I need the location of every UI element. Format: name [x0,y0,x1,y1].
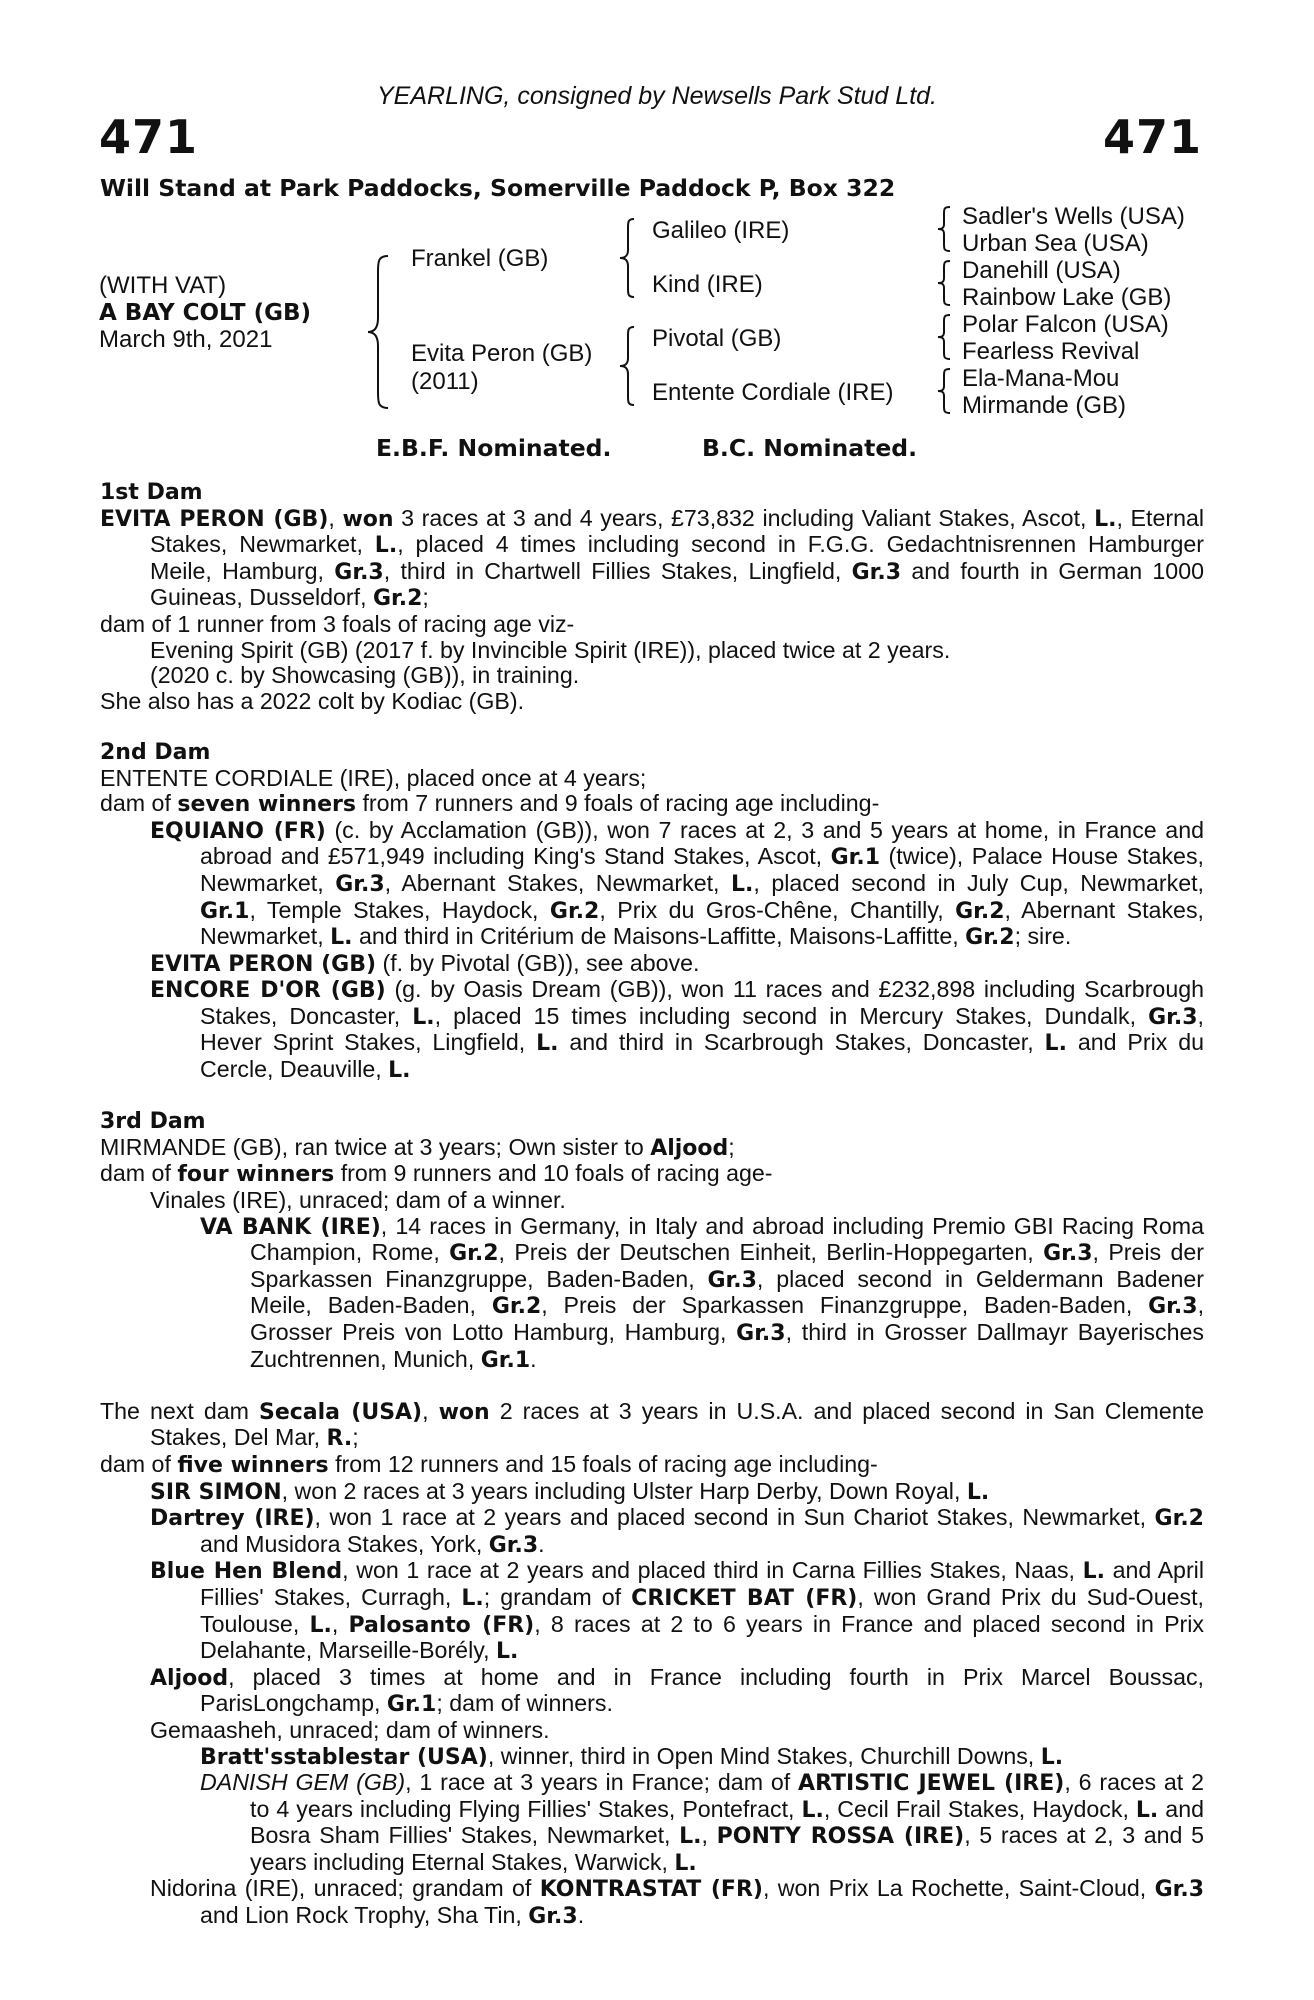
g-ela-mana-mou: Ela-Mana-Mou [962,365,1120,392]
grade: Gr.1 [200,898,250,924]
grade: Gr.3 [488,1532,539,1558]
text: from 12 runners and 15 foals of racing age including- [328,1450,878,1477]
second-dam-heading: 2nd Dam [100,739,211,765]
text: (f. by Pivotal (GB)), see above. [376,949,700,976]
text: ; [422,584,429,611]
grade: Gr.1 [480,1347,531,1373]
text: , [701,1822,717,1849]
produce-danish-gem [100,1770,1204,1876]
horse-name: ENCORE D'OR (GB) [150,978,386,1004]
bc-nomination: B.C. Nominated. [702,434,918,462]
text: MIRMANDE (GB), ran twice at 3 years; Own sister to [100,1133,651,1160]
grade: Gr.2 [965,925,1015,951]
next-dam-section [100,1399,1204,1930]
text: , won Prix La Rochette, Saint-Cloud, [762,1875,1155,1902]
text: , won 1 race at 2 years and placed second in Sun Chariot Stakes, Newmarket, [314,1504,1155,1531]
text: , 6 races at 2 to 4 years including Flying Fillies' Stakes, Pontefract, [250,1769,1204,1822]
brace-g2 [936,258,956,308]
text: ; [352,1424,359,1451]
horse-name: Secala (USA) [258,1399,423,1425]
winners-count: five winners [177,1452,329,1478]
horse-name: Palosanto (FR) [348,1612,535,1638]
text: and third in Scarbrough Stakes, Doncaster, [558,1029,1045,1056]
g-mirmande: Mirmande (GB) [962,392,1127,419]
text: and Lion Rock Trophy, Sha Tin, [200,1902,529,1929]
lot-number-right: 471 [1102,110,1202,164]
produce-2022-colt: She also has a 2022 colt by Kodiac (GB). [100,687,525,714]
grade: Gr.3 [1148,1004,1198,1030]
sire: Frankel (GB) [411,245,549,272]
text: and Bosra Sham Fillies' Stakes, Newmarket, [250,1795,1204,1849]
produce-equiano [100,818,1204,951]
grade: Gr.2 [372,586,423,612]
text: The next dam [100,1397,259,1424]
text: and Musidora Stakes, York, [200,1530,489,1557]
text: , 1 race at 3 years in France; dam of [405,1769,799,1796]
produce-dartrey [100,1505,1204,1558]
horse-name: CRICKET BAT (FR) [631,1585,858,1611]
won-label: won [438,1399,490,1425]
grade: L. [495,1639,519,1665]
text: and April Fillies' Stakes, Curragh, [200,1557,1204,1610]
grade: Gr.3 [1154,1877,1204,1903]
brace-g3 [936,312,956,362]
text: , won 1 race at 2 years and placed third in Carna Fillies Stakes, Naas, [342,1557,1083,1584]
horse-name: Blue Hen Blend [150,1559,343,1585]
text: , won 2 races at 3 years including Ulster Harp Derby, Down Royal, [281,1477,967,1504]
text: , Cecil Frail Stakes, Haydock, [823,1795,1136,1822]
lot-number-left: 471 [99,110,199,164]
grade: Gr.2 [491,1294,542,1320]
produce-va-bank [100,1214,1204,1374]
horse-name: Aljood [150,1665,229,1691]
produce-sir-simon [100,1479,1204,1506]
grade: L. [731,871,754,897]
text: dam of [100,790,178,817]
text: , placed second in July Cup, Newmarket, [753,869,1204,896]
grade: Gr.2 [1154,1506,1204,1532]
second-dam-produce-summary [100,791,1204,818]
text: , [331,1610,349,1637]
grade: Gr.3 [335,871,385,897]
produce-aljood [100,1665,1204,1718]
text: , 5 races at 2, 3 and 5 years including Eternal Stakes, Warwick, [250,1822,1204,1875]
text: ; [728,1133,735,1160]
brace-g1 [936,204,956,254]
text: , placed 15 times including second in Mercury Stakes, Dundalk, [434,1002,1149,1029]
horse-name: VA BANK (IRE) [200,1214,381,1240]
g-danehill: Danehill (USA) [962,257,1121,284]
brace-sire-parents [618,216,640,300]
text: dam of [100,1450,178,1477]
grade: L. [388,1058,411,1084]
produce-nidorina [100,1876,1204,1929]
stand-location: Will Stand at Park Paddocks, Somerville Paddock P, Box 322 [100,174,896,202]
grade: L. [1044,1031,1067,1057]
grade: L. [801,1797,824,1823]
brace-sire-dam [366,252,396,412]
text: , [422,1397,439,1424]
text: Nidorina (IRE), unraced; grandam of [150,1875,540,1902]
produce-vinales: Vinales (IRE), unraced; dam of a winner. [150,1187,566,1214]
text: ; sire. [1014,923,1072,950]
third-dam-heading: 3rd Dam [100,1109,206,1135]
text: (twice), Palace House Stakes, Newmarket, [200,843,1204,896]
text: , won Grand Prix du Sud-Ouest, Toulouse, [200,1583,1204,1637]
first-dam-section [100,480,1204,714]
sire-dam: Kind (IRE) [652,271,763,298]
grade: L. [1135,1797,1159,1823]
text: , Abernant Stakes, Newmarket, [200,896,1204,950]
g-sadlers-wells: Sadler's Wells (USA) [962,203,1185,230]
text: , [328,504,343,531]
text: 3 races at 3 and 4 years, £73,832 including Valiant Stakes, Ascot, [393,504,1095,531]
text: , Grosser Preis von Lotto Hamburg, Hamburg, [250,1292,1205,1345]
grade: L. [1082,1559,1105,1585]
text: dam of [100,1160,178,1187]
grade: Gr.3 [334,559,384,585]
text: . [577,1902,585,1929]
g-fearless-revival: Fearless Revival [962,338,1140,365]
grade: L. [1094,506,1117,532]
grade: R. [326,1426,353,1452]
text: . [530,1345,537,1372]
horse-name: PONTY ROSSA (IRE) [716,1824,965,1850]
first-dam-heading: 1st Dam [100,480,203,505]
dam-name: EVITA PERON (GB) [100,506,329,532]
horse-name: EQUIANO (FR) [150,818,326,844]
text: , Preis der Sparkassen Finanzgruppe, Baden-Baden, [250,1239,1204,1292]
text: and third in Critérium de Maisons-Laffitte, Maisons-Laffitte, [352,923,966,950]
winners-count: four winners [177,1162,335,1188]
g-polar-falcon: Polar Falcon (USA) [962,311,1169,338]
g-rainbow-lake: Rainbow Lake (GB) [962,284,1172,311]
produce-brattsstablestar [100,1744,1204,1771]
third-dam-record [100,1135,1204,1162]
text: , Prix du Gros-Chêne, Chantilly, [599,896,956,923]
text: , Preis der Deutschen Einheit, Berlin-Hoppegarten, [498,1239,1044,1266]
text: ; dam of winners. [436,1690,613,1717]
text: and fourth in German 1000 Guineas, Dusseldorf, [150,557,1204,611]
grade: L. [461,1585,484,1611]
dam-sire: Pivotal (GB) [652,325,782,352]
text: , Hever Sprint Stakes, Lingfield, [200,1002,1204,1056]
text: . [538,1530,545,1557]
produce-evita-peron [100,951,1204,978]
grade: L. [330,925,353,951]
dam: Evita Peron (GB) [411,340,593,367]
text: , 8 races at 2 to 6 years in France and placed second in Prix Delahante, Marseille-Borély, [200,1610,1204,1664]
brace-g4 [936,366,956,416]
won-label: won [342,506,394,532]
grade: Gr.3 [707,1267,757,1293]
text: , third in Chartwell Fillies Stakes, Lingfield, [383,557,852,584]
text: , Temple Stakes, Haydock, [249,896,550,923]
text: from 7 runners and 9 foals of racing age including- [356,790,880,817]
grade: L. [412,1004,435,1030]
horse-name: SIR SIMON [150,1479,282,1505]
grade: L. [536,1031,559,1057]
consignment-line: YEARLING, consigned by Newsells Park Stud Ltd. [377,82,937,110]
horse-name: EVITA PERON (GB) [150,951,377,977]
text: (g. by Oasis Dream (GB)), won 11 races and £232,898 including Scarbrough Stakes, Doncaster, [200,976,1205,1029]
grade: Gr.1 [386,1692,437,1718]
text: , third in Grosser Dallmayr Bayerisches Zuchtrennen, Munich, [250,1319,1204,1372]
grade: L. [966,1479,990,1505]
second-dam-section [100,740,1204,1084]
ebf-nomination: E.B.F. Nominated. [376,434,612,462]
grade: Gr.3 [528,1904,578,1930]
text: , 14 races in Germany, in Italy and abroad including Premio GBI Racing Roma Champion, Rome, [250,1212,1204,1266]
first-dam-produce-summary: dam of 1 runner from 3 foals of racing age viz- [100,610,575,637]
catalogue-body [100,480,1204,1930]
text: , Preis der Sparkassen Finanzgruppe, Baden-Baden, [541,1292,1149,1319]
foaling-date: March 9th, 2021 [99,326,273,353]
text: , Eternal Stakes, Newmarket, [150,504,1205,558]
horse-name: Dartrey (IRE) [150,1506,315,1532]
text: , winner, third in Open Mind Stakes, Churchill Downs, [487,1742,1041,1769]
produce-encore-dor [100,977,1204,1083]
horse-name: A BAY COLT (GB) [99,300,312,326]
produce-blue-hen-blend [100,1558,1204,1664]
grade: L. [674,1850,697,1876]
produce-2020-colt: (2020 c. by Showcasing (GB)), in training. [150,662,580,689]
text: , placed 4 times including second in F.G.G. Gedachtnisrennen Hamburger Meile, Hamburg, [150,531,1204,584]
vat-note: (WITH VAT) [99,272,227,299]
horse-name: ARTISTIC JEWEL (IRE) [798,1771,1065,1797]
text: 2 races at 3 years in U.S.A. and placed second in San Clemente Stakes, Del Mar, [150,1397,1205,1451]
horse-name: DANISH GEM (GB) [200,1769,406,1796]
text: from 9 runners and 10 foals of racing age- [334,1160,773,1187]
text: (c. by Acclamation (GB)), won 7 races at 2, 3 and 5 years at home, in France and abroad and £571,949 including King's Stand Stakes, Ascot, [200,816,1204,870]
text: and Prix du Cercle, Deauville, [200,1029,1204,1083]
horse-name: Aljood [650,1135,729,1161]
next-dam-record [100,1399,1204,1452]
winners-count: seven winners [177,792,356,818]
grade: Gr.3 [851,559,902,585]
g-urban-sea: Urban Sea (USA) [962,230,1149,257]
third-dam-section [100,1109,1204,1373]
horse-name: Bratt'sstablestar (USA) [200,1744,488,1770]
produce-evening-spirit: Evening Spirit (GB) (2017 f. by Invincible Spirit (IRE)), placed twice at 2 years. [150,636,951,663]
dam-dam: Entente Cordiale (IRE) [652,379,894,406]
grade: L. [1040,1744,1064,1770]
first-dam-record [100,506,1204,612]
next-dam-produce-summary [100,1452,1204,1479]
brace-dam-parents [618,324,640,408]
grade: Gr.2 [449,1241,499,1267]
grade: Gr.3 [1148,1294,1198,1320]
text: , placed second in Geldermann Badener Meile, Baden-Baden, [250,1265,1204,1319]
grade: Gr.2 [549,898,600,924]
grade: Gr.2 [955,898,1005,924]
third-dam-produce-summary [100,1161,1204,1188]
dam-year: (2011) [411,368,479,395]
produce-gemaasheh: Gemaasheh, unraced; dam of winners. [150,1716,550,1743]
grade: Gr.3 [736,1321,786,1346]
sire-sire: Galileo (IRE) [652,217,790,244]
grade: L. [309,1612,332,1638]
grade: Gr.1 [830,845,881,871]
text: , placed 3 times at home and in France including fourth in Prix Marcel Boussac, ParisLongchamp, [200,1663,1204,1717]
second-dam-record: ENTENTE CORDIALE (IRE), placed once at 4 years; [100,764,647,791]
text: , Abernant Stakes, Newmarket, [384,869,732,896]
text: ; grandam of [483,1583,632,1610]
horse-name: KONTRASTAT (FR) [539,1877,763,1903]
grade: L. [374,533,398,559]
grade: Gr.3 [1043,1241,1093,1267]
grade: L. [679,1824,702,1850]
